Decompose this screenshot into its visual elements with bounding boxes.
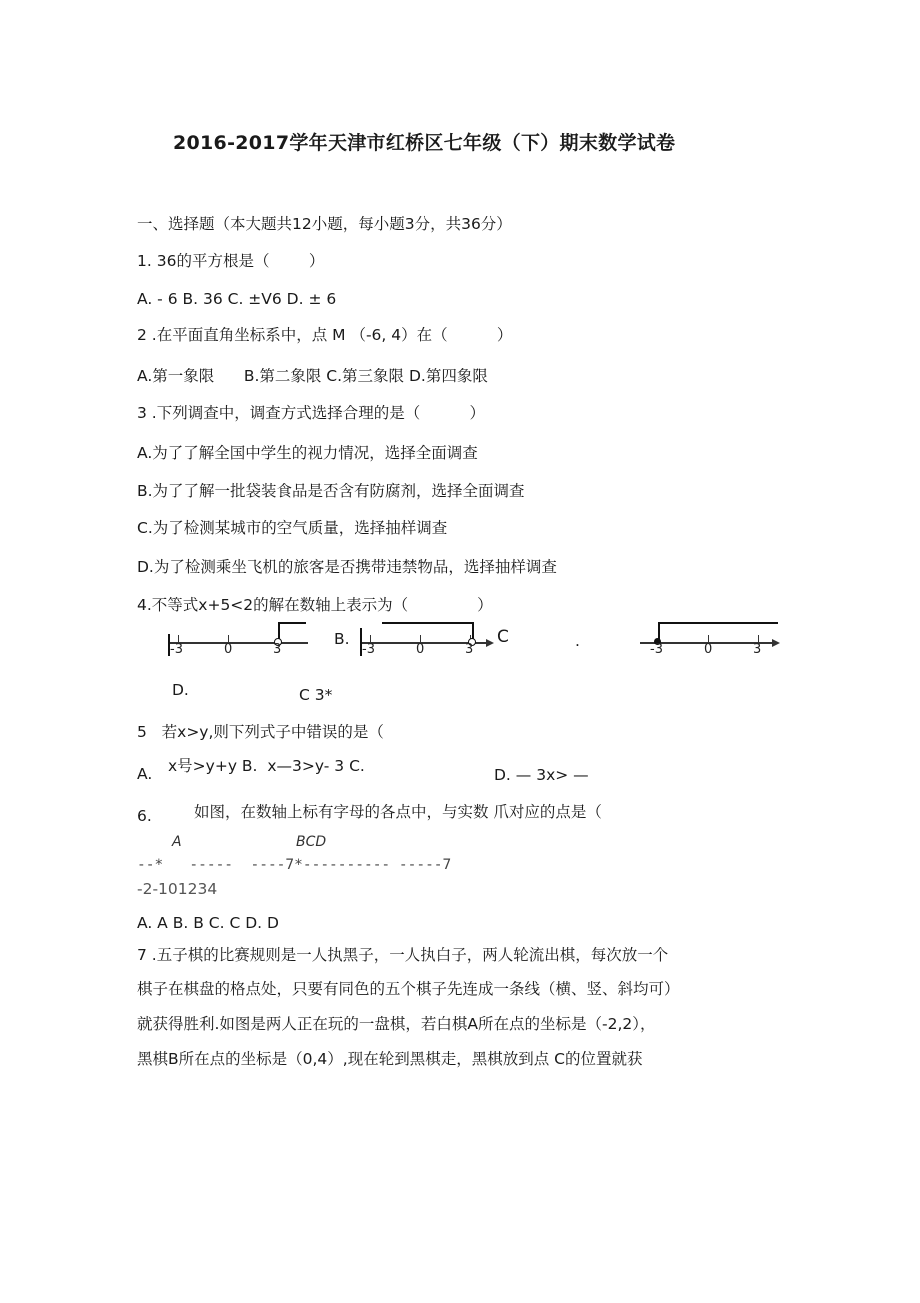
tick-label: 0 bbox=[416, 642, 425, 657]
question-5-option-a: A. bbox=[137, 765, 153, 783]
question-4-option-d-label: D. bbox=[172, 681, 189, 699]
number-line-option-b bbox=[360, 618, 496, 658]
question-5-stem: 5 若x>y,则下列式子中错误的是（ bbox=[137, 723, 384, 741]
point-label-a: A bbox=[172, 834, 182, 850]
tick-label: 3 bbox=[465, 642, 474, 657]
tick-label: -3 bbox=[170, 642, 183, 657]
question-6-number: 6. bbox=[137, 807, 152, 825]
question-4-stem: 4.不等式x+5<2的解在数轴上表示为（ ） bbox=[137, 596, 493, 614]
question-4-option-c-label: C bbox=[497, 627, 509, 647]
question-6-options: A. A B. B C. C D. D bbox=[137, 914, 279, 932]
question-4-c-text: C 3* bbox=[299, 686, 333, 704]
question-3-option-a: A.为了了解全国中学生的视力情况，选择全面调查 bbox=[137, 444, 478, 462]
question-5-body: x号>y+y B. x—3>y- 3 C. bbox=[168, 757, 365, 775]
question-3-option-d: D.为了检测乘坐飞机的旅客是否携带违禁物品，选择抽样调查 bbox=[137, 558, 557, 576]
question-3-stem: 3 .下列调查中，调查方式选择合理的是（ ） bbox=[137, 404, 485, 422]
tick-label: -3 bbox=[362, 642, 375, 657]
question-2-stem: 2 .在平面直角坐标系中，点 M （-6, 4）在（ ） bbox=[137, 326, 513, 344]
number-line-ticks: -2-101234 bbox=[137, 880, 218, 898]
question-1-stem: 1. 36的平方根是（ ） bbox=[137, 252, 325, 270]
question-3-option-b: B.为了了解一批袋装食品是否含有防腐剂，选择全面调查 bbox=[137, 482, 525, 500]
number-line-option-a bbox=[168, 618, 308, 658]
question-7-line-2: 棋子在棋盘的格点处，只要有同色的五个棋子先连成一条线（横、竖、斜均可） bbox=[137, 980, 680, 998]
tick-label: 0 bbox=[224, 642, 233, 657]
question-6-stem: 如图，在数轴上标有字母的各点中，与实数 爪对应的点是（ bbox=[194, 803, 602, 821]
point-label-bcd: BCD bbox=[296, 834, 327, 850]
question-1-options: A. - 6 B. 36 C. ±V6 D. ± 6 bbox=[137, 290, 337, 308]
question-2-options: A.第一象限 B.第二象限 C.第三象限 D.第四象限 bbox=[137, 367, 488, 385]
question-7-line-3: 就获得胜利.如图是两人正在玩的一盘棋，若白棋A所在点的坐标是（-2,2）， bbox=[137, 1015, 656, 1033]
tick-label: 3 bbox=[273, 642, 282, 657]
question-7-line-4: 黑棋B所在点的坐标是（0,4）,现在轮到黑棋走，黑棋放到点 C的位置就获 bbox=[137, 1050, 643, 1068]
number-line-option-c bbox=[640, 618, 782, 658]
tick-label: 3 bbox=[753, 642, 762, 657]
section-heading: 一、选择题（本大题共12小题，每小题3分，共36分） bbox=[137, 215, 512, 233]
page-title: 2016-2017学年天津市红桥区七年级（下）期末数学试卷 bbox=[173, 132, 676, 154]
question-7-line-1: 7 .五子棋的比赛规则是一人执黑子，一人执白子，两人轮流出棋，每次放一个 bbox=[137, 946, 669, 964]
number-line-ascii: --* ----- ----7*---------- -----7 bbox=[137, 857, 452, 873]
tick-label: -3 bbox=[650, 642, 663, 657]
question-4-dot: . bbox=[575, 632, 580, 650]
question-3-option-c: C.为了检测某城市的空气质量，选择抽样调查 bbox=[137, 519, 448, 537]
question-5-option-d: D. — 3x> — bbox=[494, 766, 589, 784]
tick-label: 0 bbox=[704, 642, 713, 657]
question-4-option-b-label: B. bbox=[334, 630, 350, 648]
